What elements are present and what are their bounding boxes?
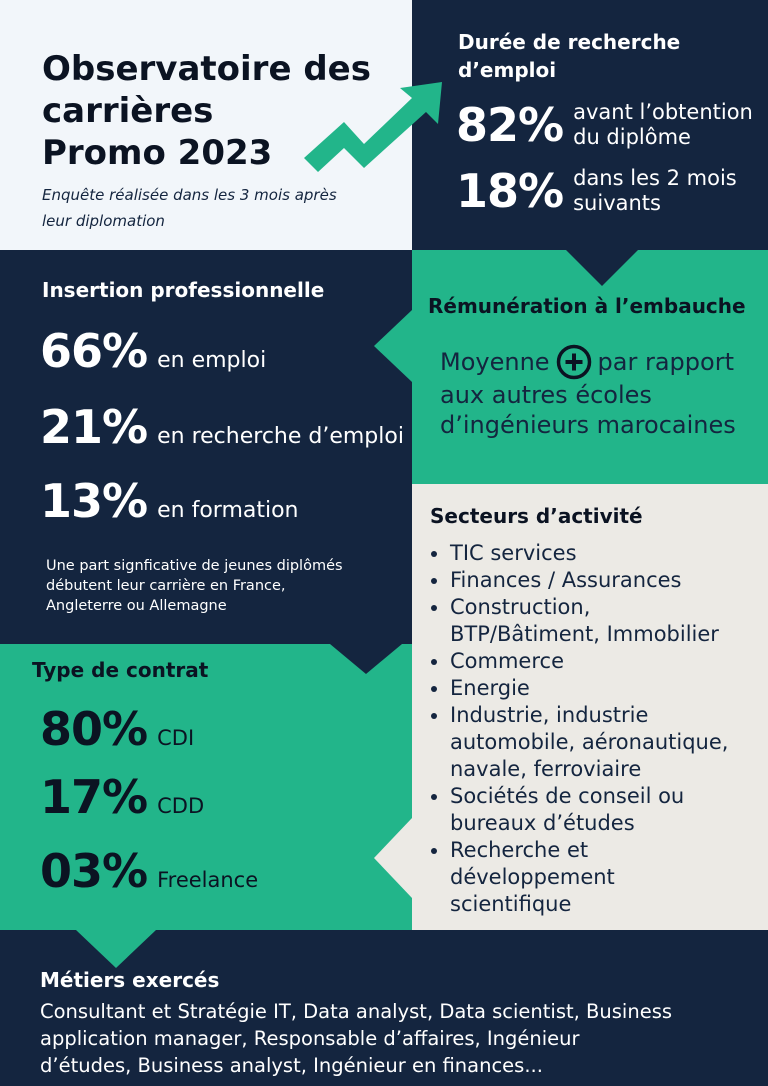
secteurs-title: Secteurs d’activité <box>430 504 643 528</box>
list-item: • Construction, BTP/Bâtiment, Immobilier <box>450 594 728 648</box>
insertion-stat-emploi: 66% en emploi <box>40 324 267 378</box>
pointer-insertion-down <box>330 644 402 674</box>
contrat-stat-freelance: 03% Freelance <box>40 844 259 898</box>
metiers-text: Consultant et Stratégie IT, Data analyst, Data scientist, Business application manager, Responsable d’affaires, Ingénieur d’études, Business analyst, Ingénieur en finances... <box>40 1000 673 1077</box>
remuneration-title: Rémunération à l’embauche <box>428 294 746 318</box>
page-title: Observatoire des carrières Promo 2023 <box>42 49 371 173</box>
pointer-contrat-down <box>76 930 156 968</box>
insertion-panel <box>0 250 412 644</box>
insertion-stat-formation: 13% en formation <box>40 474 299 528</box>
list-item: • Sociétés de conseil ou bureaux d’études <box>450 783 728 837</box>
contrat-panel <box>0 644 412 930</box>
metiers-title: Métiers exercés <box>40 968 220 992</box>
trend-up-arrow-icon <box>300 78 450 178</box>
page-subtitle: Enquête réalisée dans les 3 mois après leur diplomation <box>42 186 337 230</box>
list-item: • Commerce <box>450 648 728 675</box>
secteurs-panel <box>412 484 768 930</box>
contrat-title: Type de contrat <box>32 658 209 682</box>
duree-panel <box>412 0 768 250</box>
list-item: • Finances / Assurances <box>450 567 728 594</box>
plus-circle-icon <box>556 344 592 380</box>
list-item: • TIC services <box>450 540 728 567</box>
insertion-stat-recherche: 21% en recherche d’emploi <box>40 400 404 454</box>
pointer-secteurs-left <box>374 818 412 898</box>
list-item: • Industrie, industrie automobile, aéronautique, navale, ferroviaire <box>450 702 728 783</box>
pointer-remuneration-left <box>374 310 412 382</box>
contrat-stat-cdi: 80% CDI <box>40 702 195 756</box>
duree-title: Durée de recherche d’emploi <box>458 30 681 82</box>
list-item: • Recherche et développement scientifique <box>450 837 728 918</box>
insertion-title: Insertion professionnelle <box>42 278 325 302</box>
pointer-duree-down <box>566 250 638 286</box>
duree-stat-82: 82% avant l’obtention du diplôme <box>456 98 753 152</box>
duree-stat-18: 18% dans les 2 mois suivants <box>456 164 737 218</box>
remuneration-text: Moyenne par rapport aux autres écoles d’ingénieurs marocaines <box>440 344 736 440</box>
contrat-stat-cdd: 17% CDD <box>40 770 205 824</box>
insertion-note: Une part signficative de jeunes diplômés débutent leur carrière en France, Angleterre ou Allemagne <box>46 558 343 614</box>
secteurs-list <box>424 540 728 918</box>
list-item: • Energie <box>450 675 728 702</box>
